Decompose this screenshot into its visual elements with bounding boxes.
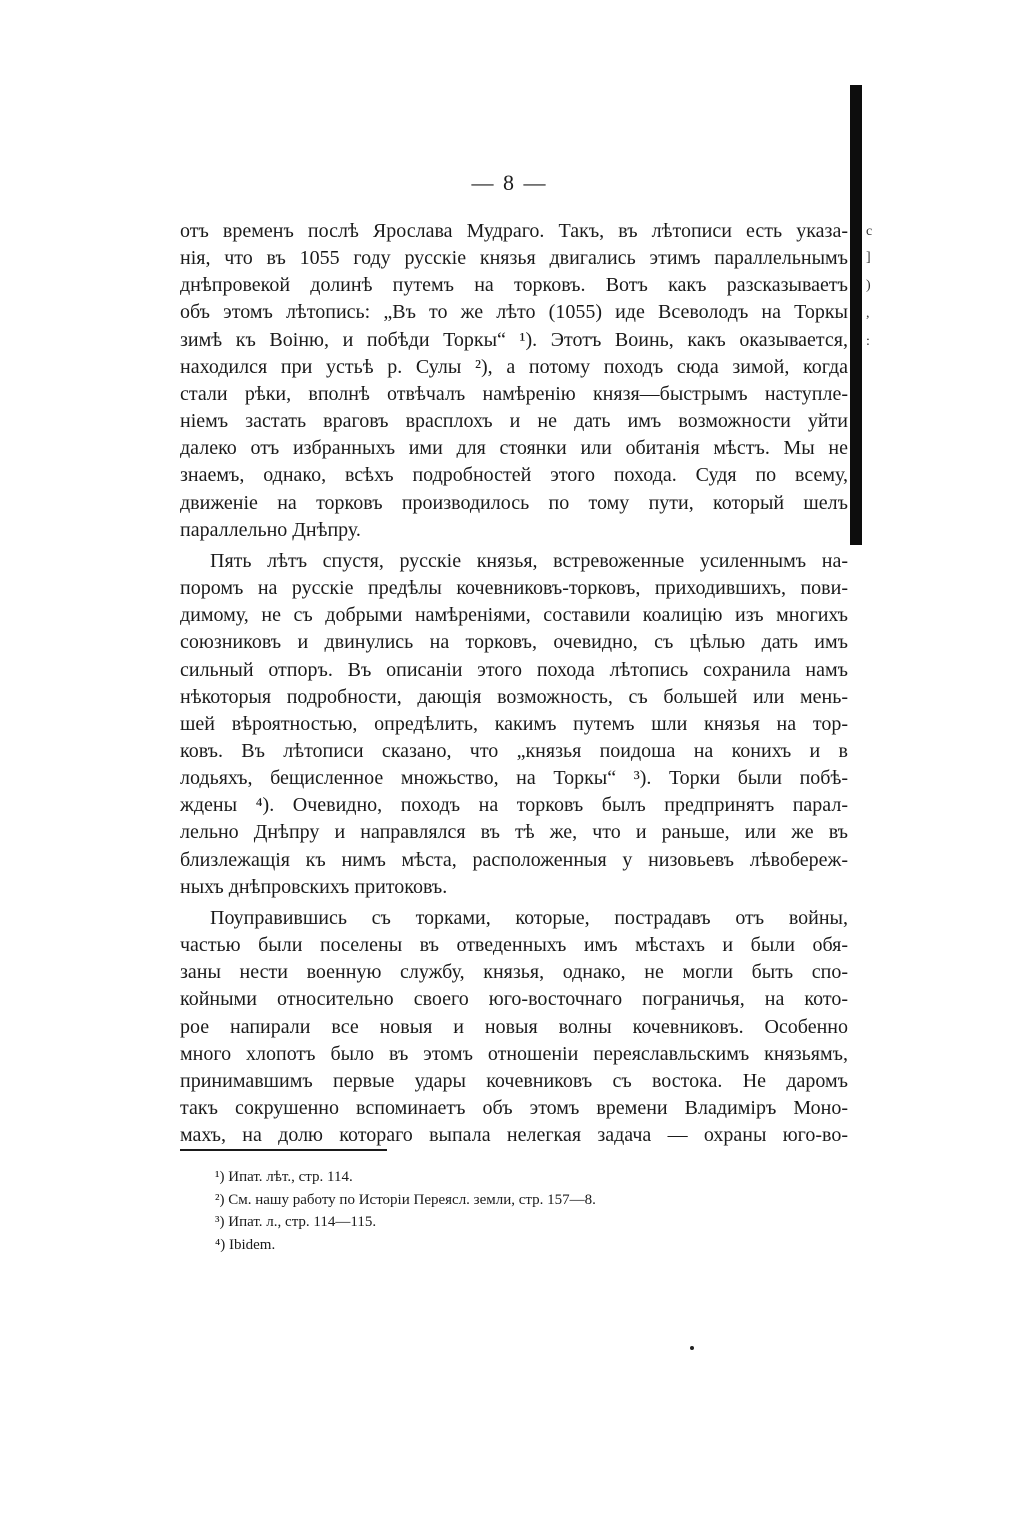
text-line: принимавшимъ первые удары кочевниковъ съ востока. Не даромъ: [180, 1069, 848, 1092]
text-line: нія, что въ 1055 году русскіе князья двигались этимъ параллельнымъ: [180, 247, 848, 270]
text-line: далеко отъ избранныхъ ими для стоянки или обитанія мѣстъ. Мы не: [180, 437, 848, 460]
footnotes: [215, 1166, 815, 1256]
text-line: ныхъ днѣпровскихъ притоковъ.: [180, 875, 448, 898]
text-line: отъ временъ послѣ Ярослава Мудраго. Такъ, въ лѣтописи есть указа-: [180, 220, 848, 242]
text-line: койными относительно своего юго-восточнаго пограничья, на кото-: [180, 988, 848, 1011]
text-line: днѣпровекой долинѣ путемъ на торковъ. Вотъ какъ разсказываетъ: [180, 274, 848, 297]
paragraph-start: Поуправившись съ торками, которые, пострадавъ отъ войны,: [210, 906, 848, 929]
edge-mark: ]: [866, 250, 871, 265]
text-line: махъ, на долю котораго выпала нелегкая задача — охраны юго-во-: [180, 1124, 848, 1147]
text-line: находился при устьѣ р. Сулы ²), а потому походъ сюда зимой, когда: [180, 355, 848, 378]
text-line: знаемъ, однако, всѣхъ подробностей этого похода. Судя по всему,: [180, 464, 848, 487]
edge-mark: ): [866, 278, 871, 293]
edge-mark: ,: [866, 306, 870, 321]
footnote-divider: [180, 1149, 387, 1151]
body-text: [180, 218, 848, 1149]
edge-mark: c: [866, 224, 873, 239]
text-line: близлежащія къ нимъ мѣста, расположенныя у низовьевъ лѣвобереж-: [180, 848, 848, 871]
binding-edge-shadow: [850, 85, 862, 545]
text-line: объ этомъ лѣтопись: „Въ то же лѣто (1055) иде Всеволодъ на Торкы: [180, 301, 848, 324]
text-line: такъ сокрушенно вспоминаетъ объ этомъ времени Владиміръ Моно-: [180, 1097, 848, 1119]
text-line: димому, не съ добрыми намѣреніями, составили коалицію изъ многихъ: [180, 604, 848, 627]
scan-speck: [690, 1346, 694, 1350]
text-line: поромъ на русскіе предѣлы кочевниковъ-торковъ, приходившихъ, пови-: [180, 577, 848, 600]
footnote: ¹) Ипат. лѣт., стр. 114.: [215, 1169, 353, 1185]
text-line: лодьяхъ, бещисленное множьство, на Торкы“ ³). Торки были побѣ-: [180, 767, 848, 790]
text-line: лельно Днѣпру и направлялся въ тѣ же, что и раньше, или же въ: [180, 821, 848, 844]
text-line: рое напирали все новыя и новыя волны кочевниковъ. Особенно: [180, 1015, 848, 1038]
edge-mark: :: [866, 334, 870, 349]
paragraph-start: Пять лѣтъ спустя, русскіе князья, встревоженные усиленнымъ на-: [210, 549, 848, 572]
footnote: ²) См. нашу работу по Исторіи Переясл. земли, стр. 157—8.: [215, 1191, 596, 1208]
text-line: параллельно Днѣпру.: [180, 518, 361, 541]
text-line: зимѣ къ Воіню, и побѣди Торкы“ ¹). Этотъ Воинь, какъ оказывается,: [180, 328, 848, 351]
text-line: ковъ. Въ лѣтописи сказано, что „князья поидоша на конихъ и в: [180, 739, 848, 762]
text-line: много хлопотъ было въ этомъ отношеніи переяславльскимъ князьямъ,: [180, 1042, 848, 1065]
page-number: — 8 —: [471, 170, 548, 195]
footnote: ⁴) Ibidem.: [215, 1236, 276, 1253]
text-line: союзниковъ и двинулись на торковъ, очевидно, съ цѣлью дать имъ: [180, 631, 848, 654]
text-line: ждены ⁴). Очевидно, походъ на торковъ былъ предпринятъ парал-: [180, 794, 848, 817]
text-line: шей вѣроятностью, опредѣлить, какимъ путемъ шли князья на тор-: [180, 712, 848, 735]
text-line: сильный отпоръ. Въ описаніи этого похода лѣтопись сохранила намъ: [180, 658, 848, 681]
text-line: ніемъ застать враговъ врасплохъ и не дать имъ возможности уйти: [180, 410, 848, 433]
text-line: нѣкоторыя подробности, дающія возможность, съ большей или мень-: [180, 685, 848, 708]
footnote: ³) Ипат. л., стр. 114—115.: [215, 1214, 377, 1230]
text-line: частью были поселены въ отведенныхъ имъ мѣстахъ и были обя-: [180, 934, 848, 957]
text-line: движеніе на торковъ производилось по тому пути, который шелъ: [180, 491, 848, 514]
text-line: стали рѣки, вполнѣ отвѣчалъ намѣренію князя—быстрымъ наступле-: [180, 382, 848, 405]
text-line: заны нести военную службу, князья, однако, не могли быть спо-: [180, 961, 848, 984]
